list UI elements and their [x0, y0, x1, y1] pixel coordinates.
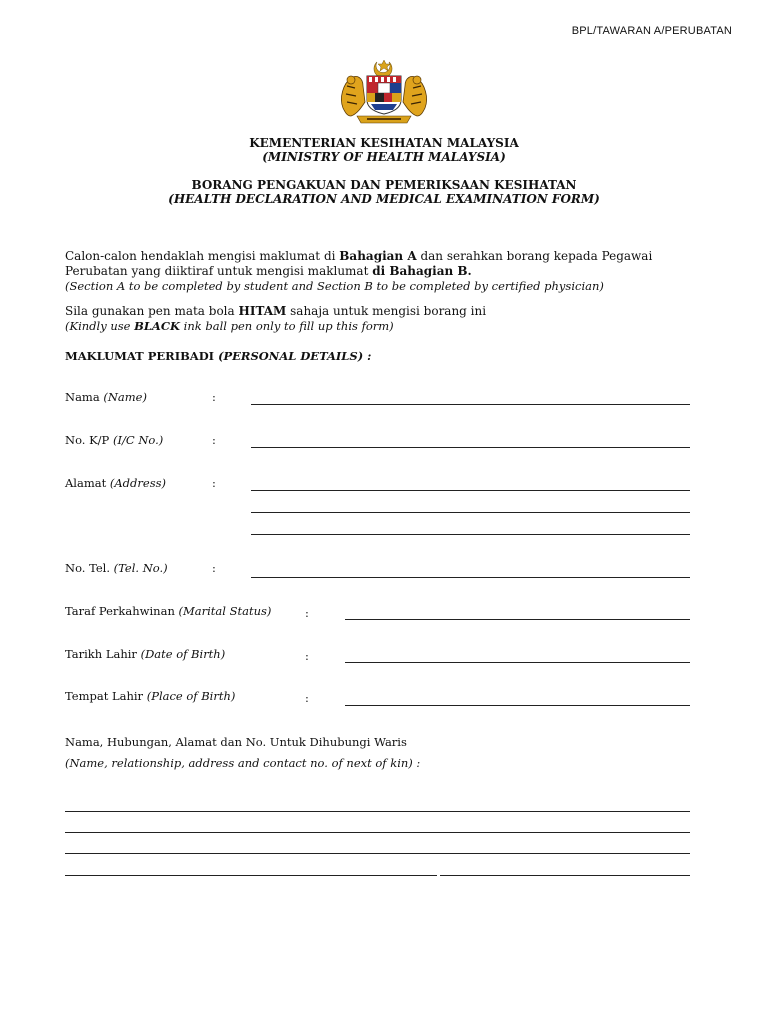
- form-title-en: (HEALTH DECLARATION AND MEDICAL EXAMINATION FORM): [168, 192, 600, 206]
- ministry-name-ms: KEMENTERIAN KESIHATAN MALAYSIA: [249, 136, 519, 150]
- marital-status-colon: :: [305, 606, 309, 620]
- marital-status-input-line[interactable]: [345, 619, 690, 620]
- dob-colon: :: [305, 649, 309, 663]
- name-input-line[interactable]: [251, 404, 690, 405]
- pob-input-line[interactable]: [345, 705, 690, 706]
- name-label: Nama (Name): [65, 390, 147, 404]
- next-of-kin-input-line-2[interactable]: [65, 832, 690, 833]
- address-input-line-2[interactable]: [251, 512, 690, 513]
- next-of-kin-input-line-1[interactable]: [65, 811, 690, 812]
- reference-code: BPL/TAWARAN A/PERUBATAN: [571, 25, 732, 37]
- instruction-section-a-b: Calon-calon hendaklah mengisi maklumat di Bahagian A dan serahkan borang kepada Pegawai Perubatan yang diiktiraf untuk mengisi maklumat di Bahagian B. (Section A to be completed by student and Section B to be completed by certified physician): [65, 249, 653, 293]
- ic-label: No. K/P (I/C No.): [65, 433, 164, 447]
- tel-colon: :: [212, 561, 216, 575]
- ic-input-line[interactable]: [251, 447, 690, 448]
- ic-colon: :: [212, 433, 216, 447]
- ministry-name-en: (MINISTRY OF HEALTH MALAYSIA): [262, 150, 506, 164]
- next-of-kin-input-line-4b[interactable]: [440, 875, 690, 876]
- next-of-kin-label-ms: Nama, Hubungan, Alamat dan No. Untuk Dihubungi Waris: [65, 735, 407, 749]
- marital-status-label: Taraf Perkahwinan (Marital Status): [65, 604, 272, 618]
- next-of-kin-label-en: (Name, relationship, address and contact no. of next of kin) :: [65, 756, 421, 770]
- tel-label: No. Tel. (Tel. No.): [65, 561, 168, 575]
- malaysia-coat-of-arms-icon: [337, 58, 431, 126]
- address-input-line-1[interactable]: [251, 490, 690, 491]
- address-input-line-3[interactable]: [251, 534, 690, 535]
- name-colon: :: [212, 390, 216, 404]
- dob-label: Tarikh Lahir (Date of Birth): [65, 647, 226, 661]
- next-of-kin-input-line-4a[interactable]: [65, 875, 437, 876]
- pob-label: Tempat Lahir (Place of Birth): [65, 689, 236, 703]
- dob-input-line[interactable]: [345, 662, 690, 663]
- instruction-black-pen: Sila gunakan pen mata bola HITAM sahaja untuk mengisi borang ini (Kindly use BLACK ink ball pen only to fill up this form): [65, 304, 487, 333]
- pob-colon: :: [305, 691, 309, 705]
- form-title-ms: BORANG PENGAKUAN DAN PEMERIKSAAN KESIHATAN: [191, 178, 577, 192]
- tel-input-line[interactable]: [251, 577, 690, 578]
- address-label: Alamat (Address): [65, 476, 166, 490]
- address-colon: :: [212, 476, 216, 490]
- next-of-kin-input-line-3[interactable]: [65, 853, 690, 854]
- personal-details-heading: MAKLUMAT PERIBADI (PERSONAL DETAILS) :: [65, 349, 372, 363]
